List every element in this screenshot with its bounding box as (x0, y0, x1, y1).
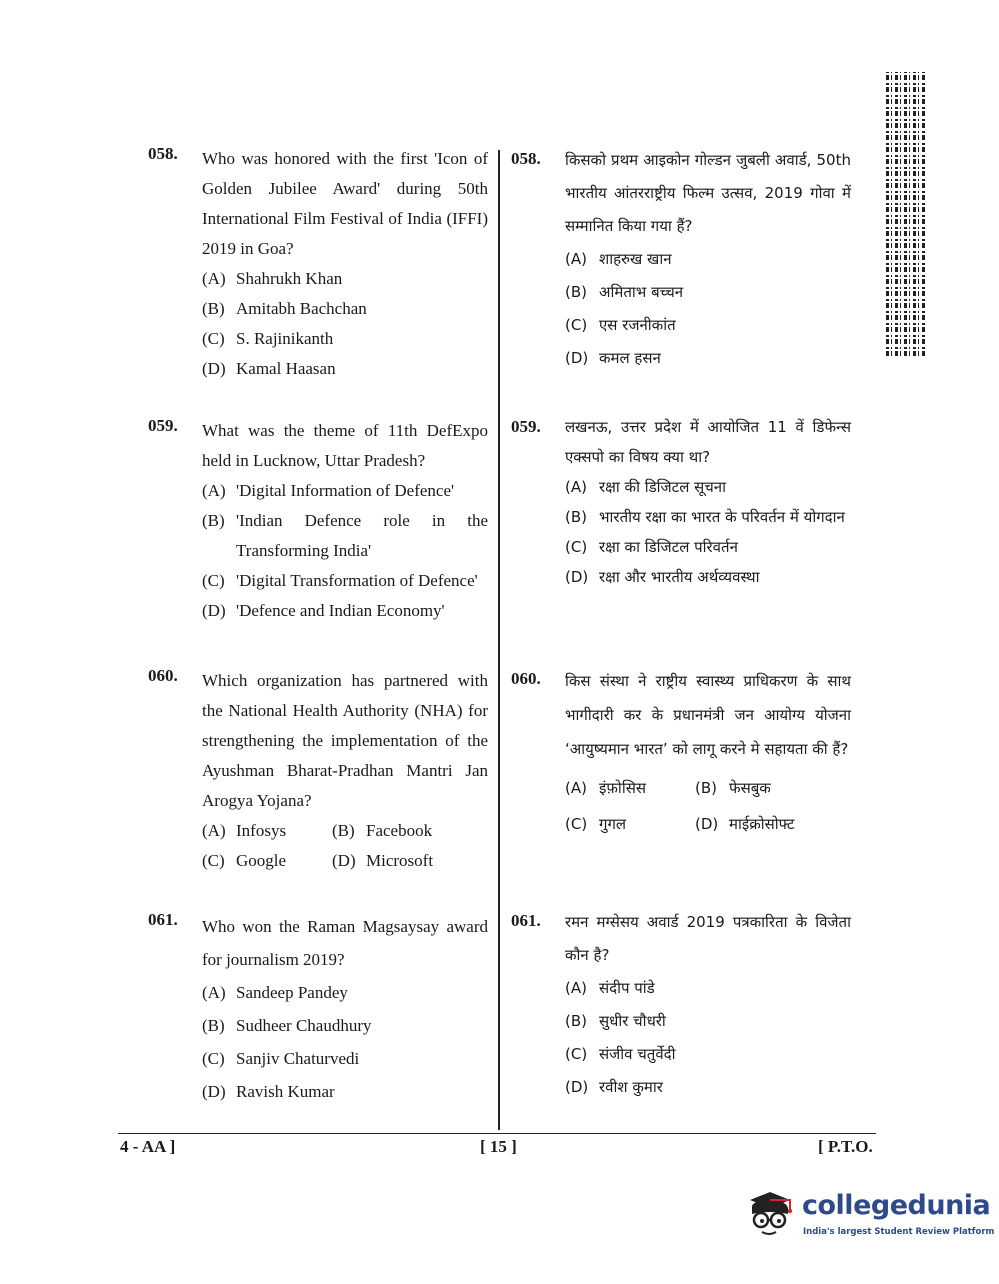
option-a[interactable]: (A) संदीप पांडे (565, 979, 655, 997)
question-text: What was the theme of 11th DefExpo held in Lucknow, Uttar Pradesh? (202, 421, 488, 470)
option-b[interactable]: (B) सुधीर चौधरी (565, 1012, 666, 1030)
option-b[interactable]: (B) फेसबुक (695, 779, 771, 797)
pto-label: [ P.T.O. (818, 1137, 873, 1156)
option-b[interactable]: (B) भारतीय रक्षा का भारत के परिवर्तन में योगदान (565, 508, 845, 526)
option-a[interactable]: (A) Infosys (202, 821, 287, 840)
option-d[interactable]: (D) रवीश कुमार (565, 1078, 663, 1096)
option-d[interactable]: (D) 'Defence and Indian Economy' (202, 601, 445, 620)
option-c[interactable]: (C) S. Rajinikanth (202, 329, 334, 348)
question-059-hi (511, 412, 851, 592)
options-grid (202, 816, 488, 876)
question-058-hi (511, 144, 851, 375)
question-text: लखनऊ, उत्तर प्रदेश में आयोजित 11 वें डिफेन्स एक्सपो का विषय क्या था? (565, 418, 851, 466)
question-text: Who was honored with the first 'Icon of Golden Jubilee Award' during 50th International Film Festival of India (IFFI) 2019 in Goa? (202, 149, 488, 258)
question-number: 059. (148, 416, 178, 435)
collegedunia-logo[interactable] (742, 1180, 995, 1250)
question-061-hi (511, 906, 851, 1104)
option-a[interactable]: (A) Sandeep Pandey (202, 983, 348, 1002)
footer-code: 4 - AA ] (120, 1137, 176, 1156)
question-059-en (148, 416, 488, 626)
question-number: 061. (511, 911, 541, 930)
option-d[interactable]: (D) Kamal Haasan (202, 359, 336, 378)
question-number: 060. (148, 666, 178, 685)
question-text: किसको प्रथम आइकोन गोल्डन जुबली अवार्ड, 50th भारतीय आंतरराष्ट्रीय फिल्म उत्सव, 2019 गोवा में सम्मानित किया गया हैं? (565, 151, 851, 235)
footer-rule (118, 1133, 876, 1134)
column-divider (498, 150, 500, 1130)
question-number: 061. (148, 910, 178, 929)
option-c[interactable]: (C) संजीव चतुर्वेदी (565, 1045, 676, 1063)
option-a[interactable]: (A) रक्षा की डिजिटल सूचना (565, 478, 727, 496)
option-a[interactable]: (A) 'Digital Information of Defence' (202, 481, 455, 500)
option-d[interactable]: (D) माईक्रोसोफ्ट (695, 815, 795, 833)
barcode (886, 72, 926, 356)
option-b[interactable]: (B) Sudheer Chaudhury (202, 1016, 372, 1035)
options-grid (565, 770, 851, 842)
option-b[interactable]: (B) 'Indian Defence role in the Transforming India' (202, 511, 488, 560)
option-c[interactable]: (C) Google (202, 851, 287, 870)
option-c[interactable]: (C) Sanjiv Chaturvedi (202, 1049, 360, 1068)
question-058-en (148, 144, 488, 384)
question-060-en (148, 666, 488, 876)
option-c[interactable]: (C) 'Digital Transformation of Defence' (202, 571, 478, 590)
brand-name: collegedunia (802, 1190, 991, 1221)
question-061-en (148, 910, 488, 1108)
option-b[interactable]: (B) अमिताभ बच्चन (565, 283, 684, 301)
option-c[interactable]: (C) गुगल (565, 815, 627, 833)
question-number: 060. (511, 669, 541, 688)
question-number: 058. (148, 144, 178, 163)
option-a[interactable]: (A) इंफ़ोसिस (565, 779, 646, 797)
option-a[interactable]: (A) Shahrukh Khan (202, 269, 343, 288)
question-text: रमन मग्सेसय अवार्ड 2019 पत्रकारिता के विजेता कौन है? (565, 913, 851, 964)
option-b[interactable]: (B) Amitabh Bachchan (202, 299, 367, 318)
question-text: Which organization has partnered with the National Health Authority (NHA) for strengthening the implementation of the Ayushman Bharat-Pradhan Mantri Jan Arogya Yojana? (202, 671, 488, 810)
option-a[interactable]: (A) शाहरुख खान (565, 250, 672, 268)
option-b[interactable]: (B) Facebook (332, 821, 433, 840)
option-c[interactable]: (C) एस रजनीकांत (565, 316, 676, 334)
question-number: 059. (511, 417, 541, 436)
mascot-icon (742, 1186, 796, 1240)
question-text: Who won the Raman Magsaysay award for journalism 2019? (202, 917, 488, 969)
question-060-hi (511, 664, 851, 842)
option-d[interactable]: (D) रक्षा और भारतीय अर्थव्यवस्था (565, 568, 760, 586)
brand-tagline: India's largest Student Review Platform (803, 1227, 995, 1237)
option-d[interactable]: (D) Ravish Kumar (202, 1082, 335, 1101)
option-c[interactable]: (C) रक्षा का डिजिटल परिवर्तन (565, 538, 738, 556)
question-text: किस संस्था ने राष्ट्रीय स्वास्थ्य प्राधिकरण के साथ भागीदारी कर के प्रधानमंत्री जन आयोग्य योजना ‘आयुष्यमान भारत’ को लागू करने मे सहायता की हैं? (565, 672, 851, 758)
option-d[interactable]: (D) कमल हसन (565, 349, 661, 367)
option-d[interactable]: (D) Microsoft (332, 851, 434, 870)
question-number: 058. (511, 149, 541, 168)
page-number: [ 15 ] (480, 1137, 517, 1156)
